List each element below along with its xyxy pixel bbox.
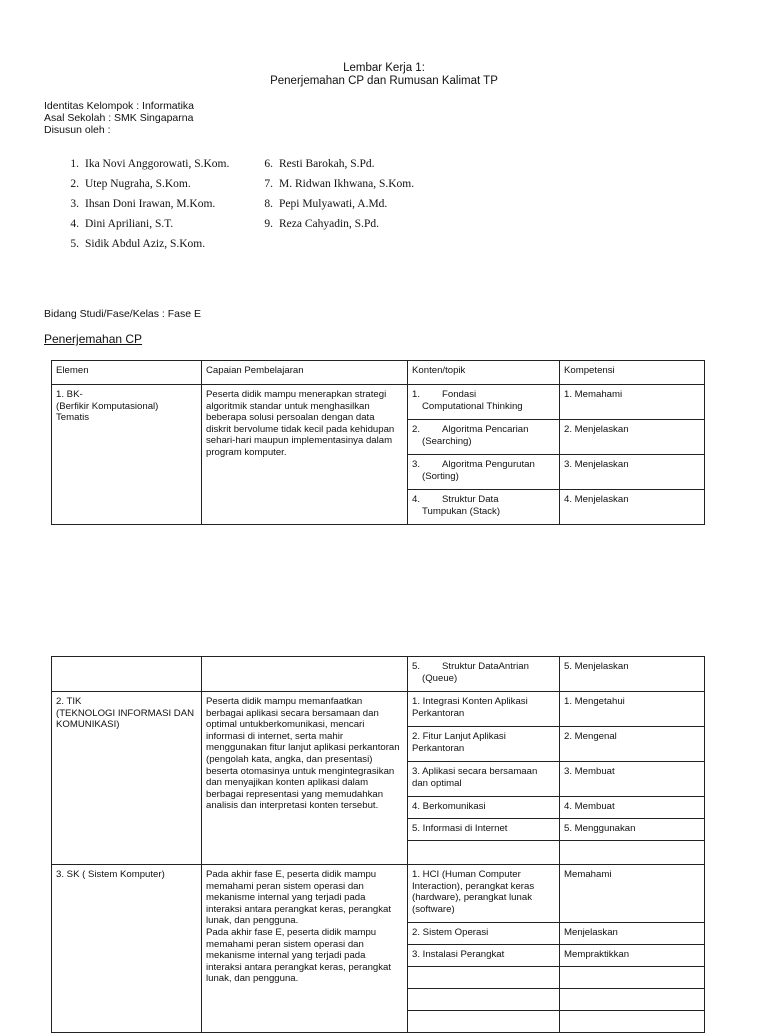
header-capaian: Capaian Pembelajaran [202,361,408,385]
member-number: 2. [70,178,79,190]
kompetensi-cell [560,841,705,865]
member-number: 9. [264,218,273,230]
asal-sekolah: Asal Sekolah : SMK Singaparna [44,112,194,124]
header-konten: Konten/topik [408,361,560,385]
capaian-cell [202,657,408,692]
member-name: Reza Cahyadin, S.Pd. [279,218,379,230]
header-kompetensi: Kompetensi [560,361,705,385]
member-name: Ihsan Doni Irawan, M.Kom. [85,198,216,210]
table-row [52,657,705,692]
kompetensi-cell: 4. Membuat [560,797,705,819]
table-row [52,385,705,420]
konten-cell: 3. Aplikasi secara bersamaan dan optimal [408,762,560,797]
member-list-right [256,154,414,234]
kompetensi-cell: 1. Mengetahui [560,692,705,727]
konten-cell: 5. Informasi di Internet [408,819,560,841]
konten-text: Fondasi [442,389,477,400]
header-elemen: Elemen [52,361,202,385]
identitas-kelompok: Identitas Kelompok : Informatika [44,100,194,112]
konten-cell: 2. Sistem Operasi [408,923,560,945]
kompetensi-cell [560,989,705,1011]
konten-cell [408,967,560,989]
member-number: 6. [264,158,273,170]
konten-cell: 4. Berkomunikasi [408,797,560,819]
konten-cell [408,385,560,420]
konten-number: 3. [412,459,421,470]
table-row [52,692,705,727]
member-name: Ika Novi Anggorowati, S.Kom. [85,158,230,170]
konten-cell [408,420,560,455]
capaian-cell [202,865,408,1033]
table-row [52,865,705,923]
member-item [256,154,414,174]
konten-cell [408,841,560,865]
kompetensi-cell: 4. Menjelaskan [560,490,705,525]
member-item [62,234,229,254]
konten-text: Algoritma Pencarian [442,424,529,435]
kompetensi-cell: 5. Menggunakan [560,819,705,841]
kompetensi-cell: Menjelaskan [560,923,705,945]
elemen-code: 2. TIK [56,696,82,707]
konten-text-cont: (Searching) [422,435,472,447]
elemen-name: (Berfikir Komputasional) [56,400,159,412]
konten-number: 1. [412,389,421,400]
kompetensi-cell [560,1011,705,1033]
elemen-cell: 3. SK ( Sistem Komputer) [52,865,202,1033]
konten-text-cont: (Queue) [422,672,458,684]
cp-table-part-2 [51,656,705,1033]
disusun-oleh: Disusun oleh : [44,124,111,136]
konten-cell: 2. Fitur Lanjut Aplikasi Perkantoran [408,727,560,762]
konten-cell [408,455,560,490]
konten-cell [408,1011,560,1033]
member-item [256,194,414,214]
member-number: 7. [264,178,273,190]
capaian-cell: Peserta didik mampu menerapkan strategi algoritmik standar untuk menghasilkan beberapa solusi persoalan dengan data diskrit bervolume tidak kecil pada kehidupan sehari-hari maupun implementasinya dalam program komputer. [202,385,408,525]
elemen-cell [52,692,202,865]
member-name: Pepi Mulyawati, A.Md. [279,198,388,210]
worksheet-title: Lembar Kerja 1: [343,62,425,74]
member-name: Utep Nugraha, S.Kom. [85,178,191,190]
cp-table-part-1 [51,360,705,525]
member-name: M. Ridwan Ikhwana, S.Kom. [279,178,415,190]
konten-cell [408,657,560,692]
member-item [62,194,229,214]
section-title: Penerjemahan CP [44,332,143,346]
member-item [62,214,229,234]
capaian-paragraph: Pada akhir fase E, peserta didik mampu memahami peran sistem operasi dan mekanisme internal yang terjadi pada interaksi antara perangkat keras, perangkat lunak, dan pengguna. [206,926,392,985]
kompetensi-cell [560,967,705,989]
kompetensi-cell: Mempraktikkan [560,945,705,967]
elemen-name: (TEKNOLOGI INFORMASI DAN KOMUNIKASI) [56,707,195,731]
member-name: Sidik Abdul Aziz, S.Kom. [85,238,206,250]
konten-cell [408,989,560,1011]
member-list-left [62,154,229,254]
member-item [256,214,414,234]
kompetensi-cell: 2. Menjelaskan [560,420,705,455]
capaian-cell: Peserta didik mampu memanfaatkan berbagai aplikasi secara bersamaan dan optimal untukberkomunikasi, mencari informasi di internet, serta mahir menggunakan fitur lanjut aplikasi perkantoran (pengolah kata, angka, dan presentasi) beserta otomasinya untuk mengintegrasikan dan menyajikan konten aplikasi dalam berbagai representasi yang memudahkan analisis dan interpretasi konten tersebut. [202,692,408,865]
table-header-row [52,361,705,385]
konten-cell: 1. HCI (Human Computer Interaction), perangkat keras (hardware), perangkat lunak (software) [408,865,560,923]
member-number: 4. [70,218,79,230]
capaian-paragraph: Pada akhir fase E, peserta didik mampu memahami peran sistem operasi dan mekanisme internal yang terjadi pada interaksi antara perangkat keras, perangkat lunak, dan pengguna. [206,869,392,927]
konten-text-cont: Tumpukan (Stack) [422,505,501,517]
member-name: Resti Barokah, S.Pd. [279,158,375,170]
konten-text: Struktur DataAntrian [442,661,529,672]
kompetensi-cell: 5. Menjelaskan [560,657,705,692]
member-number: 1. [70,158,79,170]
member-name: Dini Apriliani, S.T. [85,218,174,230]
member-number: 8. [264,198,273,210]
konten-number: 5. [412,661,421,672]
konten-text: Algoritma Pengurutan [442,459,535,470]
elemen-code: 1. BK- [56,389,83,400]
konten-number: 4. [412,494,421,505]
kompetensi-cell: 1. Memahami [560,385,705,420]
konten-text-cont: Computational Thinking [422,400,523,412]
member-item [62,174,229,194]
konten-number: 2. [412,424,421,435]
konten-cell [408,490,560,525]
elemen-cell [52,657,202,692]
member-number: 3. [70,198,79,210]
worksheet-subtitle: Penerjemahan CP dan Rumusan Kalimat TP [270,75,498,87]
konten-text: Struktur Data [442,494,499,505]
kompetensi-cell: 3. Menjelaskan [560,455,705,490]
kompetensi-cell: Memahami [560,865,705,923]
konten-text-cont: (Sorting) [422,470,459,482]
elemen-cell [52,385,202,525]
member-item [62,154,229,174]
konten-cell: 1. Integrasi Konten Aplikasi Perkantoran [408,692,560,727]
konten-cell: 3. Instalasi Perangkat [408,945,560,967]
bidang-studi: Bidang Studi/Fase/Kelas : Fase E [44,308,202,320]
member-number: 5. [70,238,79,250]
kompetensi-cell: 3. Membuat [560,762,705,797]
elemen-type: Tematis [56,412,90,424]
kompetensi-cell: 2. Mengenal [560,727,705,762]
member-item [256,174,414,194]
